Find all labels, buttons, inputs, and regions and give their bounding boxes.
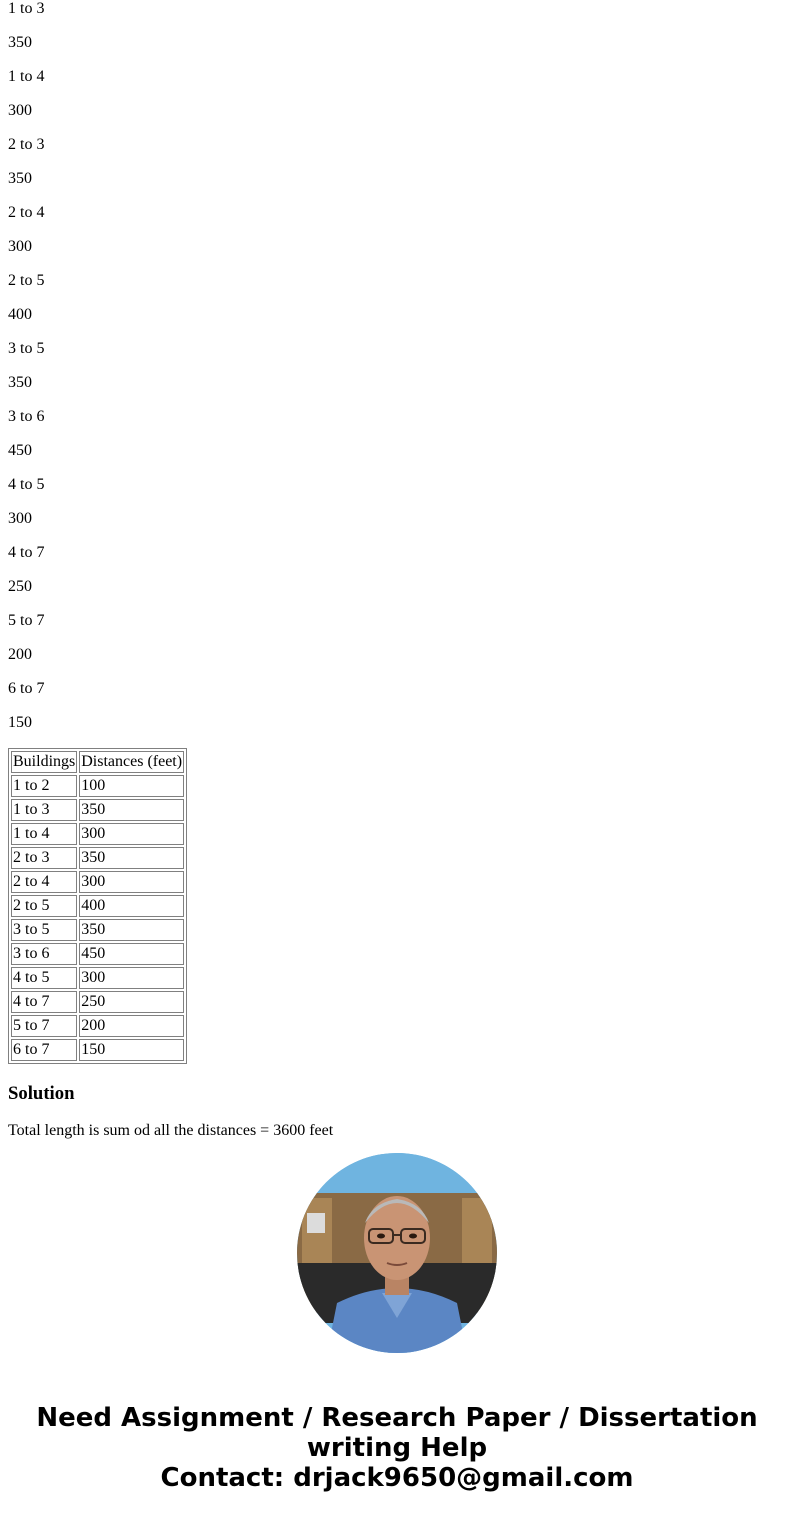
cell-buildings: 2 to 5 [11, 895, 77, 917]
promo-contact: Contact: drjack9650@gmail.com [160, 1463, 634, 1493]
pair-distance-text: 400 [8, 306, 32, 323]
pair-distance-text: 250 [8, 578, 32, 595]
cell-buildings: 6 to 7 [11, 1039, 77, 1061]
cell-distance: 250 [79, 991, 184, 1013]
cell-distance: 300 [79, 823, 184, 845]
cell-distance: 450 [79, 943, 184, 965]
cell-buildings: 4 to 5 [11, 967, 77, 989]
pair-distance-text: 200 [8, 646, 32, 663]
table-row [11, 991, 184, 1013]
cell-distance: 350 [79, 919, 184, 941]
cell-buildings: 1 to 4 [11, 823, 77, 845]
author-photo [297, 1153, 497, 1353]
cell-buildings: 2 to 3 [11, 847, 77, 869]
cell-distance: 150 [79, 1039, 184, 1061]
cell-distance: 300 [79, 967, 184, 989]
cell-distance: 350 [79, 799, 184, 821]
cell-buildings: 1 to 3 [11, 799, 77, 821]
distance-table [8, 748, 187, 1064]
table-row [11, 943, 184, 965]
pair-distance-text: 450 [8, 442, 32, 459]
pair-distance-text: 150 [8, 714, 32, 731]
table-row [11, 799, 184, 821]
cell-distance: 100 [79, 775, 184, 797]
pair-buildings-text: 4 to 7 [8, 544, 45, 561]
promo-headline: Need Assignment / Research Paper / Dissertation writing Help [36, 1403, 758, 1463]
distance-pair-list [8, 0, 786, 732]
table-row [11, 847, 184, 869]
pair-distance-text: 350 [8, 34, 32, 51]
cell-buildings: 1 to 2 [11, 775, 77, 797]
table-row [11, 823, 184, 845]
column-header-distances: Distances (feet) [79, 751, 184, 773]
cell-buildings: 4 to 7 [11, 991, 77, 1013]
pair-buildings-text: 1 to 4 [8, 68, 45, 85]
cell-distance: 350 [79, 847, 184, 869]
cell-distance: 200 [79, 1015, 184, 1037]
pair-buildings-text: 3 to 6 [8, 408, 45, 425]
promo-banner [0, 1403, 794, 1493]
cell-buildings: 3 to 5 [11, 919, 77, 941]
table-header-row [11, 751, 184, 773]
pair-buildings-text: 3 to 5 [8, 340, 45, 357]
document-body [8, 0, 786, 1156]
pair-distance-text: 350 [8, 170, 32, 187]
cell-distance: 300 [79, 871, 184, 893]
cell-buildings: 5 to 7 [11, 1015, 77, 1037]
pair-buildings-text: 1 to 3 [8, 0, 45, 17]
pair-buildings-text: 2 to 5 [8, 272, 45, 289]
pair-distance-text: 300 [8, 238, 32, 255]
table-row [11, 1015, 184, 1037]
table-row [11, 1039, 184, 1061]
pair-distance-text: 350 [8, 374, 32, 391]
table-row [11, 775, 184, 797]
cell-buildings: 2 to 4 [11, 871, 77, 893]
pair-buildings-text: 4 to 5 [8, 476, 45, 493]
column-header-buildings: Buildings [11, 751, 77, 773]
table-row [11, 895, 184, 917]
pair-buildings-text: 6 to 7 [8, 680, 45, 697]
solution-heading: Solution [8, 1083, 75, 1104]
pair-distance-text: 300 [8, 510, 32, 527]
pair-buildings-text: 2 to 4 [8, 204, 45, 221]
table-row [11, 919, 184, 941]
table-row [11, 967, 184, 989]
pair-distance-text: 300 [8, 102, 32, 119]
table-row [11, 871, 184, 893]
pair-buildings-text: 2 to 3 [8, 136, 45, 153]
solution-text: Total length is sum od all the distances = 3600 feet [8, 1122, 334, 1139]
cell-buildings: 3 to 6 [11, 943, 77, 965]
author-photo-illustration [297, 1153, 497, 1353]
cell-distance: 400 [79, 895, 184, 917]
pair-buildings-text: 5 to 7 [8, 612, 45, 629]
